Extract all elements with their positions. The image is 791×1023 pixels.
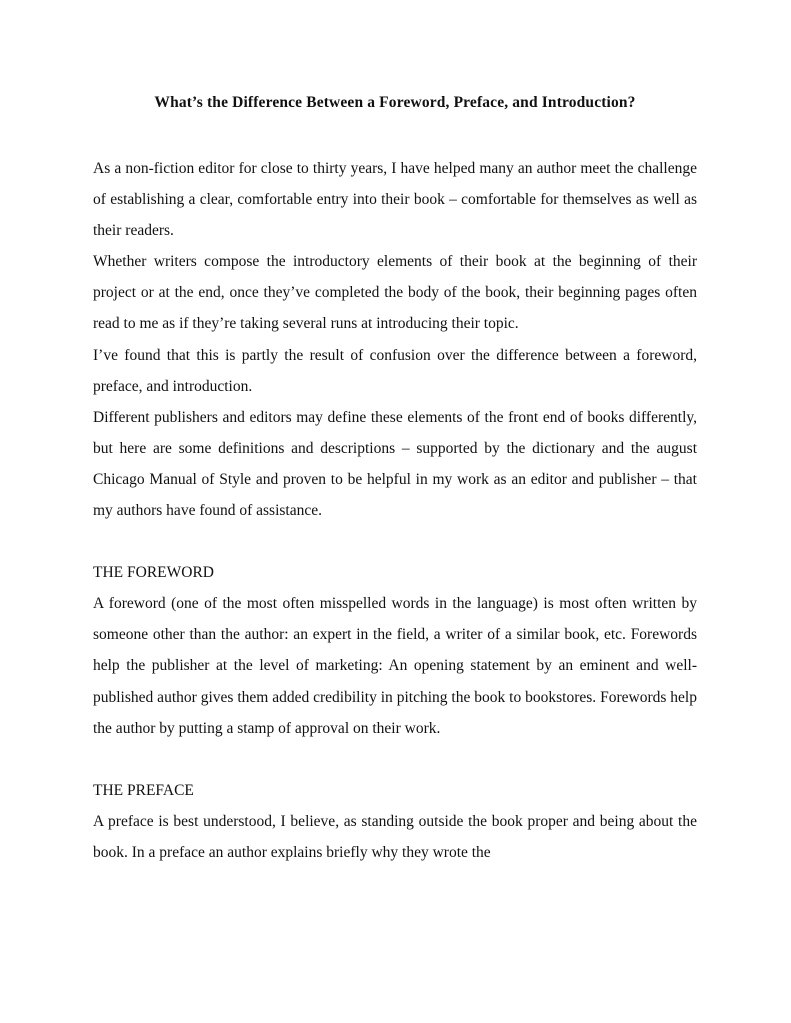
intro-paragraph-1: As a non-fiction editor for close to thirty years, I have helped many an author meet the challenge of establishing a clear, comfortable entry into their book – comfortable for themselves as well as their readers. [93, 160, 697, 240]
section-heading-foreword: THE FOREWORD [93, 564, 214, 582]
section-heading-preface: THE PREFACE [93, 781, 194, 799]
intro-paragraph-4: Different publishers and editors may define these elements of the front end of books differently, but here are some definitions and descriptions – supported by the dictionary and the august Chicago Manual of Style and proven to be helpful in my work as an editor and publisher – that my authors have found of assistance. [93, 408, 697, 520]
section-body-foreword: A foreword (one of the most often misspelled words in the language) is most often written by someone other than the author: an expert in the field, a writer of a similar book, etc. Forewords help the publisher at the level of marketing: An opening statement by an eminent and well-published author gives them added credibility in pitching the book to bookstores. Forewords help the author by putting a stamp of approval on their work. [93, 595, 697, 737]
section-spacer [93, 526, 697, 557]
document-page [93, 91, 697, 868]
intro-paragraph-3: I’ve found that this is partly the result of confusion over the difference between a foreword, preface, and introduction. [93, 346, 697, 395]
document-title: What’s the Difference Between a Foreword, Preface, and Introduction? [154, 94, 636, 111]
section-spacer [93, 744, 697, 775]
intro-paragraph-2: Whether writers compose the introductory elements of their book at the beginning of their project or at the end, once they’ve completed the body of the book, their beginning pages often read to me as if they’re taking several runs at introducing their topic. [93, 253, 697, 333]
section-body-preface: A preface is best understood, I believe, as standing outside the book proper and being about the book. In a preface an author explains briefly why they wrote the [93, 812, 697, 861]
